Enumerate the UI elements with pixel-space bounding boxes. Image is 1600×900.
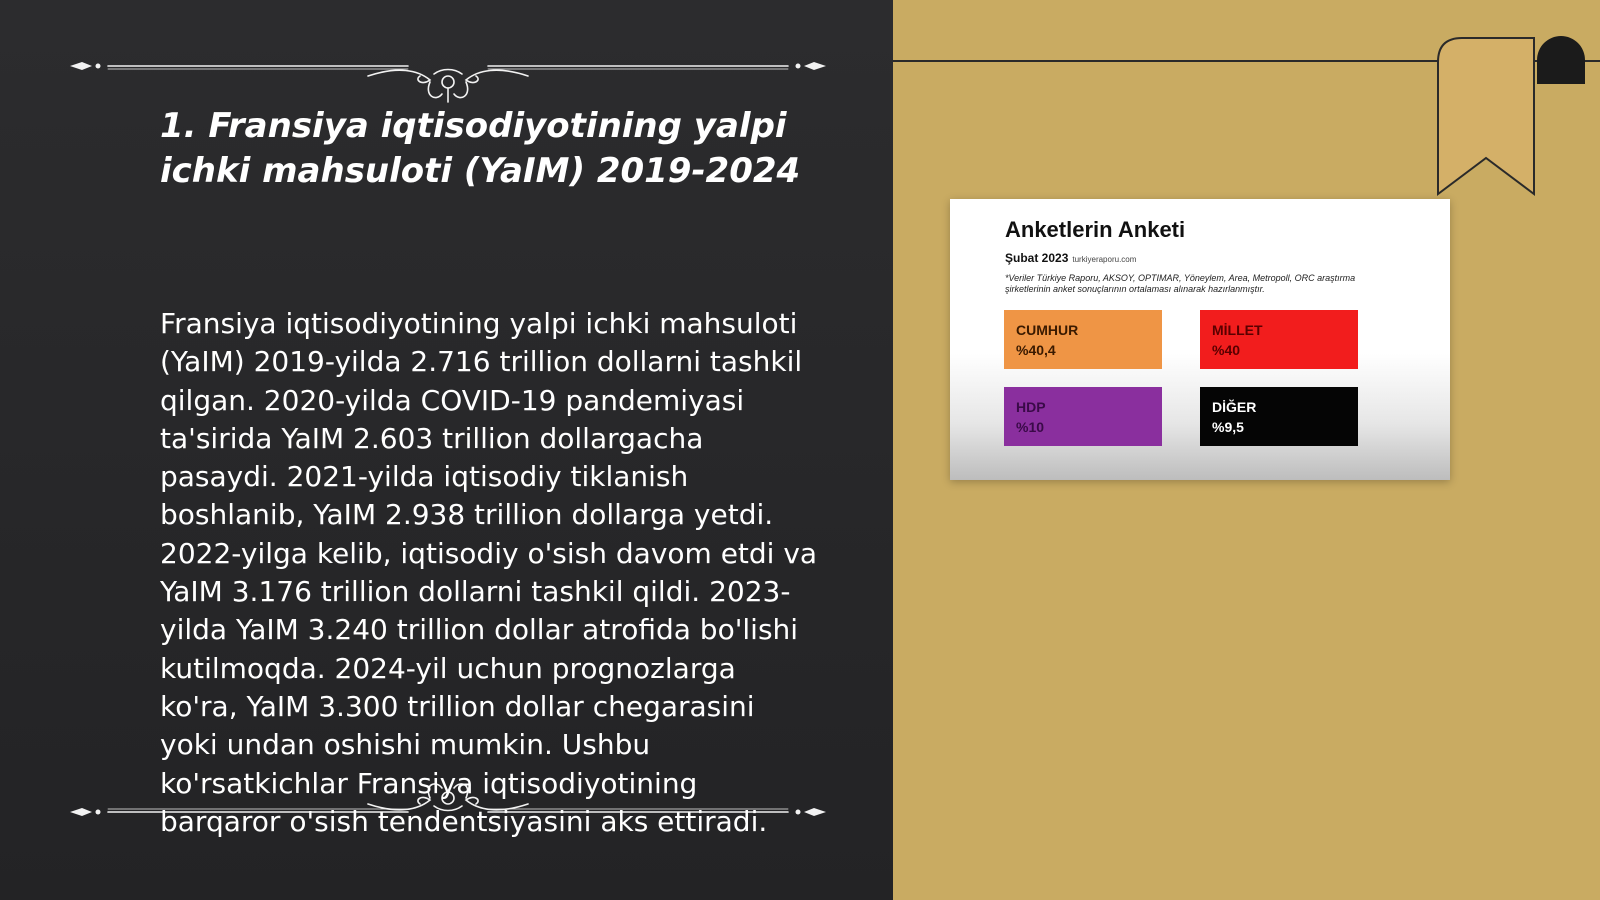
bookmark-clip-icon bbox=[1537, 36, 1585, 84]
poll-card-site: turkiyeraporu.com bbox=[1072, 255, 1137, 264]
poll-tile-value: %9,5 bbox=[1212, 419, 1244, 435]
poll-tile-label: MİLLET bbox=[1212, 322, 1263, 338]
poll-tile-value: %40 bbox=[1212, 342, 1241, 358]
poll-tile-value: %10 bbox=[1016, 419, 1045, 435]
poll-tile-value: %40,4 bbox=[1016, 342, 1056, 358]
poll-tile-label: CUMHUR bbox=[1016, 322, 1079, 338]
poll-tile-label: DİĞER bbox=[1212, 399, 1257, 415]
poll-tile-label: HDP bbox=[1016, 399, 1046, 415]
poll-tile-millet bbox=[1200, 310, 1358, 369]
poll-tile-cumhur bbox=[1004, 310, 1162, 369]
poll-tile-hdp bbox=[1004, 387, 1162, 446]
slide-body-text: Fransiya iqtisodiyotining yalpi ichki mahsuloti (YaIM) 2019-yilda 2.716 trillion dollarni tashkil qilgan. 2020-yilda COVID-19 pandemiyasi ta'sirida YaIM 2.603 trillion dollargacha pasaydi. 2021-yilda iqtisodiy tiklanish boshlanib, YaIM 2.938 trillion dollarga yetdi. 2022-yilga kelib, iqtisodiy o'sish davom etdi va YaIM 3.176 trillion dollarni tashkil qildi. 2023-yilda YaIM 3.240 trillion dollar atrofida bo'lishi kutilmoqda. 2024-yil uchun prognozlarga ko'ra, YaIM 3.300 trillion dollar chegarasini yoki undan oshishi mumkin. Ushbu ko'rsatkichlar Fransiya iqtisodiyotining barqaror o'sish tendentsiyasini aks ettiradi. bbox=[160, 307, 818, 838]
poll-image-card bbox=[950, 199, 1450, 480]
poll-card-subtitle bbox=[1005, 251, 1136, 265]
poll-card-note: *Veriler Türkiye Raporu, AKSOY, OPTIMAR, Yöneylem, Area, Metropoll, ORC araştırma şirketlerinin anket sonuçlarının ortalaması alınarak hazırlanmıştır. bbox=[1005, 273, 1356, 294]
bookmark-ribbon-icon bbox=[1436, 36, 1536, 196]
top-ornament-divider bbox=[68, 52, 828, 108]
poll-card-date: Şubat 2023 bbox=[1005, 251, 1069, 265]
poll-card-title: Anketlerin Anketi bbox=[1005, 217, 1186, 242]
poll-tile-diger bbox=[1200, 387, 1358, 446]
slide-title: 1. Fransiya iqtisodiyotining yalpi ichki mahsuloti (YaIM) 2019-2024 bbox=[160, 106, 801, 191]
